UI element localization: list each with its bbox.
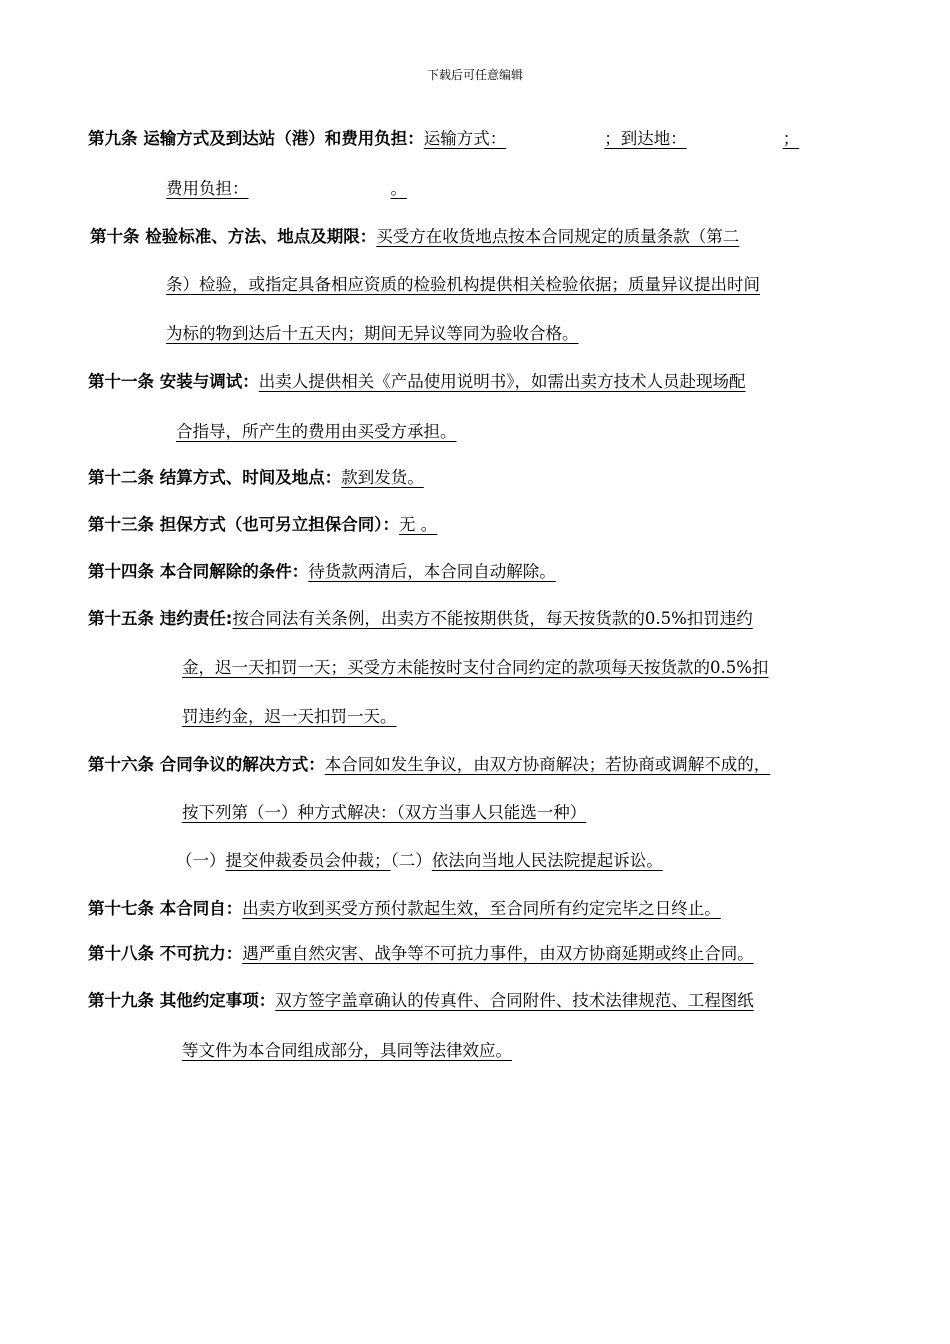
article-12-line-1 — [88, 467, 424, 489]
article-14-line-1 — [88, 561, 556, 583]
article-15-text-1: 按合同法有关条例，出卖方不能按期供货，每天按货款的0.5%扣罚违约 — [232, 609, 753, 628]
article-19-text-2: 等文件为本合同组成部分，具同等法律效应。 — [182, 1041, 512, 1060]
article-19-line-1 — [88, 990, 754, 1012]
option-one-text: 提交仲裁委员会仲裁； — [225, 851, 391, 870]
article-9-title: 第九条 运输方式及到达站（港）和费用负担： — [88, 129, 424, 148]
page-header: 下载后可任意编辑 — [426, 68, 523, 82]
article-9-line-1 — [88, 128, 805, 150]
article-11-line-1 — [88, 371, 746, 393]
article-15-line-3 — [182, 706, 397, 728]
article-15-text-3: 罚违约金，迟一天扣罚一天。 — [182, 707, 397, 726]
article-17-line-1 — [88, 898, 721, 920]
article-16-line-3 — [176, 850, 663, 872]
article-15-text-2: 金，迟一天扣罚一天；买受方未能按时支付合同约定的款项每天按货款的0.5%扣 — [182, 658, 769, 677]
article-16-title: 第十六条 合同争议的解决方式： — [88, 755, 325, 774]
article-14-title: 第十四条 本合同解除的条件： — [88, 562, 309, 581]
article-16-line-2 — [182, 802, 586, 824]
article-9-cost-field: 费用负担： 。 — [166, 179, 407, 198]
option-one-label: （一） — [176, 851, 226, 870]
article-15-title: 第十五条 违约责任: — [88, 609, 233, 628]
article-13-line-1 — [88, 514, 437, 536]
article-10-text-1: 买受方在收货地点按本合同规定的质量条款（第二 — [376, 227, 740, 246]
article-14-text: 待货款两清后，本合同自动解除。 — [308, 562, 556, 581]
article-18-text: 遇严重自然灾害、战争等不可抗力事件，由双方协商延期或终止合同。 — [242, 944, 754, 963]
article-11-text-2: 合指导，所产生的费用由买受方承担。 — [176, 422, 457, 441]
article-18-title: 第十八条 不可抗力： — [88, 944, 243, 963]
article-10-text-3: 为标的物到达后十五天内；期间无异议等同为验收合格。 — [166, 324, 579, 343]
article-17-title: 第十七条 本合同自： — [88, 899, 243, 918]
article-19-title: 第十九条 其他约定事项： — [88, 991, 276, 1010]
article-11-title: 第十一条 安装与调试： — [88, 372, 259, 391]
article-18-line-1 — [88, 943, 754, 965]
article-15-line-2 — [182, 657, 768, 679]
article-10-title: 第十条 检验标准、方法、地点及期限： — [90, 227, 377, 246]
article-16-text-2: 按下列第（一）种方式解决：（双方当事人只能选一种） — [182, 803, 587, 822]
article-13-title: 第十三条 担保方式（也可另立担保合同）： — [88, 515, 399, 534]
article-15-line-1 — [88, 608, 753, 630]
article-17-text: 出卖方收到买受方预付款起生效，至合同所有约定完毕之日终止。 — [242, 899, 721, 918]
article-11-line-2 — [176, 421, 457, 443]
article-13-text: 无 。 — [399, 515, 438, 534]
article-16-line-1 — [88, 754, 770, 776]
article-10-text-2: 条）检验，或指定具备相应资质的检验机构提供相关检验依据；质量异议提出时间 — [166, 275, 760, 294]
article-10-line-2 — [166, 274, 760, 296]
article-12-title: 第十二条 结算方式、时间及地点： — [88, 468, 342, 487]
option-two-text: 依法向当地人民法院提起诉讼。 — [431, 851, 663, 870]
article-10-line-3 — [166, 323, 579, 345]
article-16-text-1: 本合同如发生争议，由双方协商解决；若协商或调解不成的， — [324, 755, 771, 774]
article-19-text-1: 双方签字盖章确认的传真件、合同附件、技术法律规范、工程图纸 — [275, 991, 754, 1010]
option-two-label: （二） — [390, 851, 432, 870]
article-9-transport-field: 运输方式： ；到达地： ； — [423, 129, 800, 148]
article-12-text: 款到发货。 — [341, 468, 424, 487]
article-19-line-2 — [182, 1040, 512, 1062]
article-10-line-1 — [90, 226, 739, 248]
article-11-text-1: 出卖人提供相关《产品使用说明书》，如需出卖方技术人员赴现场配 — [258, 372, 746, 391]
article-9-line-2 — [166, 178, 417, 200]
